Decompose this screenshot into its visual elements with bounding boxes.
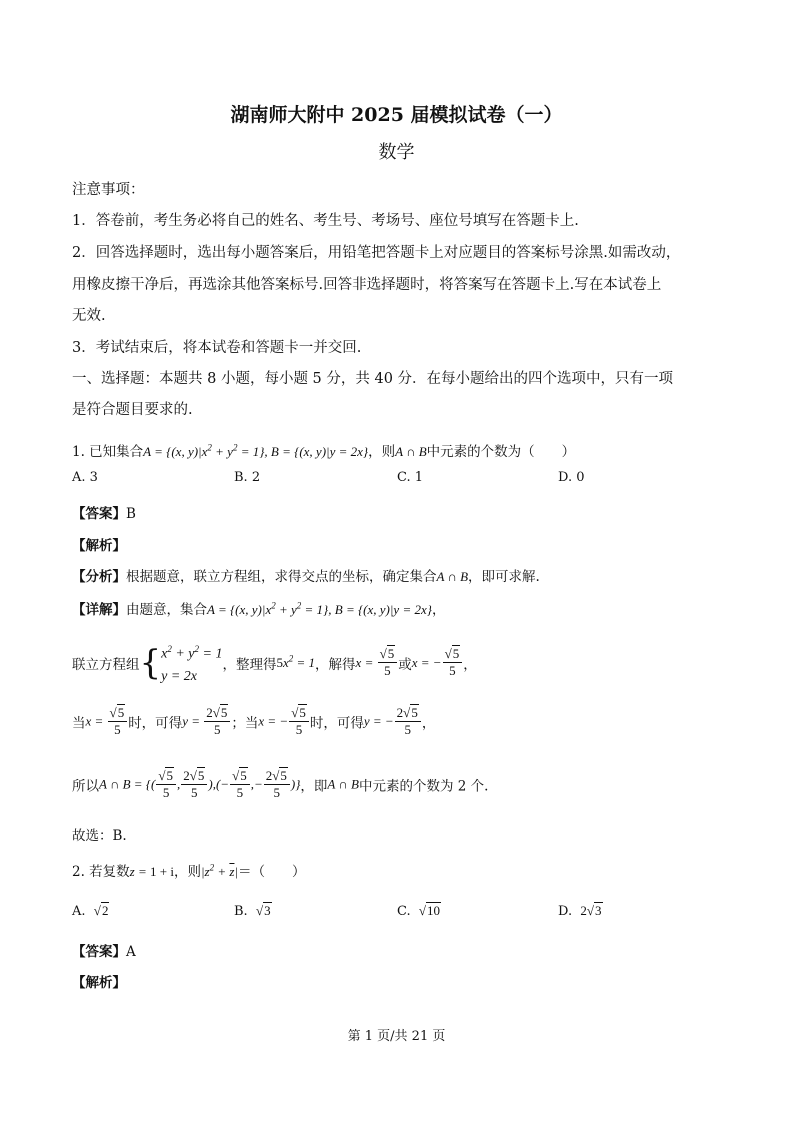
question-2-stem (72, 860, 306, 880)
q2-option-d-label: D. (558, 904, 573, 919)
xiangjie-formula: A = {(x, $y)|x^2 + y^2 = 1$}, B = {(x, y)|y = 2x} (207, 600, 432, 617)
frac-p1y: $\frac{2√5}{5}$ (181, 768, 207, 801)
equation-system: $x^2 + y^2 = 1$ y = 2x (161, 644, 223, 684)
q1-fenxi (72, 565, 540, 585)
step3-pre: 所以 (72, 778, 99, 795)
q2-option-c-label: C. (397, 904, 411, 919)
system-brace: { (139, 642, 162, 683)
q1-option-b: B. 2 (234, 470, 261, 485)
intersection-formula: A ∩ B (395, 444, 427, 459)
q1-xiangjie: 【详解】由题意，集合A = {(x, $y)|x^2 + y^2 = 1$}, B = {(x, y)|y = 2x}， (72, 600, 446, 618)
question-1-suffix: ，则 (368, 444, 396, 460)
step3-set: A ∩ B = {( (99, 776, 156, 792)
frac-y1: $\frac{2√5}{5}$ (204, 705, 230, 738)
q2-option-a (72, 903, 109, 919)
step1-pre: 联立方程组 (72, 656, 140, 673)
note-item-2-line-1: 2．回答选择题时，选出每小题答案后，用铅笔把答题卡上对应题目的答案标号涂黑.如需改动， (72, 245, 681, 261)
xiangjie-label: 【详解】 (72, 602, 126, 618)
modulus-expression: $|z^2 + \overline{z}|$ (200, 862, 239, 879)
note-item-2-line-2: 用橡皮擦干净后，再选涂其他答案标号.回答非选择题时，将答案写在答题卡上.写在本试卷上 (72, 277, 662, 293)
step2-y2: y = − (363, 713, 394, 729)
step3-mid: ，即 (300, 778, 328, 795)
q1-step-3: 所以A ∩ B = {( $\frac{√5}{5}$ , $\frac{2√5}{5}$ ),(− $\frac{√5}{5}$ ,− $\frac{2√5}{5}$ )}，即A ∩ B中元素的个数为 2 个. (72, 768, 489, 800)
step1-mid: ，整理得 (222, 656, 277, 673)
sqrt2: √2 (93, 903, 109, 918)
frac-p2x: $\frac{√5}{5}$ (230, 768, 250, 801)
section-heading-line-1: 一、选择题：本题共 8 小题，每小题 5 分，共 40 分．在每小题给出的四个选项中，只有一项 (72, 371, 674, 387)
q2-answer (72, 940, 136, 960)
q2-tail: ＝（ ） (238, 864, 306, 880)
subject-title: 数学 (378, 142, 415, 163)
q1-step-1: 联立方程组{$x^2 + y^2 = 1$ y = 2x，整理得$5x^2 = 1$，解得x = $\frac{√5}{5}$ 或x = − $\frac{√5}{5}$ ， (72, 638, 477, 688)
q2-prefix: 2. 若复数 (72, 864, 130, 880)
step2-y1: y = (182, 713, 204, 729)
q2-answer-value: A (126, 944, 136, 960)
answer-value: B (126, 506, 136, 522)
frac-sqrt5-over-5: $\frac{√5}{5}$ (378, 646, 398, 679)
xiangjie-text: 由题意，集合 (126, 602, 207, 618)
sqrt10: √10 (418, 903, 441, 918)
step2-x2: x = − (258, 713, 289, 729)
note-item-3: 3．考试结束后，将本试卷和答题卡一并交回. (72, 340, 362, 356)
notes-heading: 注意事项： (72, 182, 145, 198)
q1-answer (72, 502, 136, 522)
sqrt3: √3 (255, 903, 271, 918)
q1-option-a: A. 3 (72, 470, 98, 485)
step2-b: 时，可得 (128, 715, 183, 732)
fenxi-formula: A ∩ B (436, 569, 469, 584)
q2-option-d (558, 903, 603, 919)
note-item-1: 1．答卷前，考生务必将自己的姓名、考生号、考场号、座位号填写在答题卡上. (72, 213, 579, 229)
step1-mid2: ，解得 (315, 656, 356, 673)
step2-x1: x = (85, 713, 107, 729)
q1-analysis-label: 【解析】 (72, 538, 126, 554)
q2-analysis-label: 【解析】 (72, 975, 126, 991)
frac-p2y: $\frac{2√5}{5}$ (264, 768, 290, 801)
set-a-formula: A = {(x, $y)|x^2 + y^2 = 1$}, B = {(x, y)|y = 2x} (143, 442, 369, 459)
q1-step-2: 当x = $\frac{√5}{5}$ 时，可得y = $\frac{2√5}{5}$ ；当x = − $\frac{√5}{5}$ 时，可得y = − $\frac{2√5}{5}$ ， (72, 705, 436, 737)
two-sqrt3: 2√3 (580, 903, 602, 918)
question-1-prefix: 1. 已知集合 (72, 444, 144, 460)
step3-formula: A ∩ B (327, 776, 359, 792)
step1-or: 或 (398, 656, 412, 673)
fenxi-text: 根据题意，联立方程组，求得交点的坐标，确定集合 (126, 569, 437, 585)
question-1-suffix-2: 中元素的个数为（ ） (426, 444, 576, 460)
q2-mid: ，则 (173, 864, 201, 880)
note-item-2-line-3: 无效. (72, 308, 106, 324)
question-1-stem (72, 440, 575, 460)
q1-option-c: C. 1 (397, 470, 424, 485)
q2-option-a-label: A. (72, 904, 86, 919)
z-definition: z = 1 + i (129, 864, 174, 879)
frac-p1x: $\frac{√5}{5}$ (156, 768, 176, 801)
fenxi-label: 【分析】 (72, 569, 126, 585)
answer-label: 【答案】 (72, 506, 126, 522)
solution-x1: x = (355, 654, 377, 670)
step2-d: 时，可得 (309, 715, 364, 732)
section-heading-line-2: 是符合题目要求的. (72, 402, 193, 418)
exam-title: 湖南师大附中 2025 届模拟试卷（一） (230, 104, 563, 126)
step3-tail: 中元素的个数为 2 个. (358, 778, 489, 795)
solution-x2: x = − (411, 654, 442, 670)
frac-neg-sqrt5-over-5: $\frac{√5}{5}$ (443, 646, 463, 679)
q1-option-d: D. 0 (558, 470, 585, 485)
step2-a: 当 (72, 715, 86, 732)
q1-conclusion: 故选：B. (72, 828, 127, 844)
fenxi-tail: ，即可求解. (468, 569, 540, 585)
q2-option-c (397, 903, 441, 919)
frac-x2: $\frac{√5}{5}$ (289, 705, 309, 738)
step2-c: ；当 (231, 715, 259, 732)
page-footer: 第 1 页/共 21 页 (347, 1029, 446, 1044)
q2-option-b-label: B. (234, 904, 248, 919)
frac-y2: $\frac{2√5}{5}$ (395, 705, 421, 738)
q2-option-b (234, 903, 272, 919)
frac-x1: $\frac{√5}{5}$ (108, 705, 128, 738)
q2-answer-label: 【答案】 (72, 944, 126, 960)
equation-5x2: $5x^2 = 1$ (276, 654, 316, 671)
